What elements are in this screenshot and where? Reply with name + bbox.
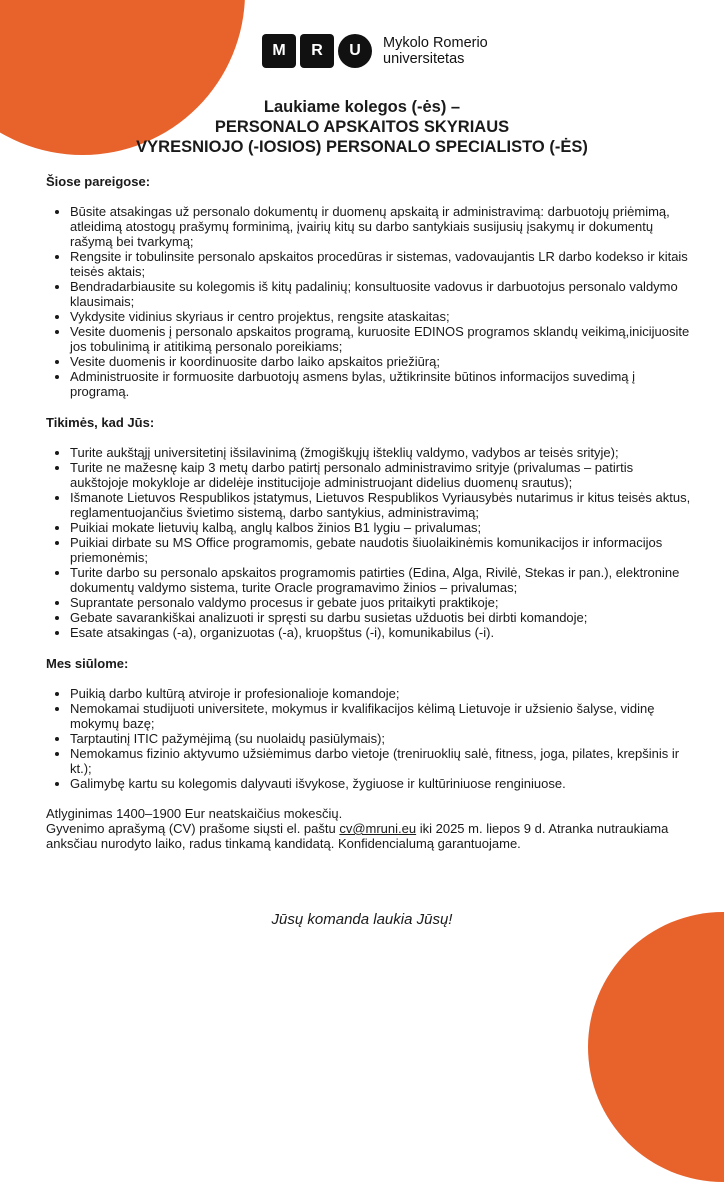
logo-letter-m: M	[262, 34, 296, 68]
list-item: • Puikiai mokate lietuvių kalbą, anglų kalbos žinios B1 lygiu – privalumas;	[70, 520, 691, 535]
title-line3: VYRESNIOJO (-IOSIOS) PERSONALO SPECIALISTO (-ĖS)	[136, 138, 588, 156]
slogan: Jūsų komanda laukia Jūsų!	[271, 911, 453, 928]
section-heading-duties: Šiose pareigose:	[46, 174, 151, 189]
logo-name-line1: Mykolo Romerio	[383, 35, 488, 51]
list-item: • Puikią darbo kultūrą atviroje ir profesionalioje komandoje;	[70, 686, 691, 701]
logo-letter-u: U	[338, 34, 372, 68]
list-item: • Nemokamai studijuoti universitete, mokymus ir kvalifikacijos kėlimą Lietuvoje ir užsienio šalyse, vidinę mokymų bazę;	[70, 701, 691, 731]
list-item: • Puikiai dirbate su MS Office programomis, gebate naudotis šiuolaikinėmis komunikacijos ir informacijos priemonėmis;	[70, 535, 691, 565]
list-item: • Vesite duomenis į personalo apskaitos programą, kuruosite EDINOS programos sklandų veikimą,inicijuosite jos tobulinimą ir atitikimą personalo poreikiams;	[70, 324, 691, 354]
duties-list	[46, 204, 691, 399]
salary-text: Atlyginimas 1400–1900 Eur neatskaičius mokesčių.	[46, 806, 343, 821]
title-line1: Laukiame kolegos (-ės) –	[263, 98, 461, 116]
title-line2: PERSONALO APSKAITOS SKYRIAUS	[214, 118, 510, 136]
list-item: • Tarptautinį ITIC pažymėjimą (su nuolaidų pasiūlymais);	[70, 731, 691, 746]
list-item: • Turite aukštąjį universitetinį išsilavinimą (žmogiškųjų išteklių valdymo, vadybos ar teisės srityje);	[70, 445, 691, 460]
list-item: • Vesite duomenis ir koordinuosite darbo laiko apskaitos priežiūrą;	[70, 354, 691, 369]
list-item: • Bendradarbiausite su kolegomis iš kitų padalinių; konsultuosite vadovus ir darbuotojus personalo valdymo klausimais;	[70, 279, 691, 309]
list-item: • Gebate savarankiškai analizuoti ir spręsti su darbu susietas užduotis bei dirbti komandoje;	[70, 610, 691, 625]
list-item: • Nemokamus fizinio aktyvumo užsiėmimus darbo vietoje (treniruoklių salė, fitness, joga, pilates, krepšinis ir kt.);	[70, 746, 691, 776]
logo-name-line2: universitetas	[383, 51, 465, 67]
logo-name	[383, 35, 488, 67]
footer-info	[46, 806, 691, 851]
logo-letter-r: R	[300, 34, 334, 68]
list-item: • Būsite atsakingas už personalo dokumentų ir duomenų apskaitą ir administravimą: darbuotojų priėmimą, atleidimą atostogų prašymų forminimą, įvairių kitų su darbo santykiais susijusių įsakymų ir dokumentų rašymą bei tvarkymą;	[70, 204, 691, 249]
list-item: • Administruosite ir formuosite darbuotojų asmens bylas, užtikrinsite būtinos informacijos suvedimą į programą.	[70, 369, 691, 399]
requirements-list	[46, 445, 691, 640]
cv-text-before: Gyvenimo aprašymą (CV) prašome siųsti el. paštu	[46, 821, 340, 836]
job-description	[46, 174, 691, 851]
university-logo	[262, 34, 488, 68]
cv-instructions	[46, 821, 691, 851]
offer-list	[46, 686, 691, 791]
decorative-circle-bottom-right	[588, 912, 724, 1182]
list-item: • Turite darbo su personalo apskaitos programomis patirties (Edina, Alga, Rivilė, Stekas ir pan.), elektronine dokumentų valdymo sistema, turite Oracle programavimo žinios – privalumas;	[70, 565, 691, 595]
list-item: • Vykdysite vidinius skyriaus ir centro projektus, rengsite ataskaitas;	[70, 309, 691, 324]
email-link[interactable]: cv@mruni.eu	[339, 821, 417, 836]
cv-text-after: iki 2025 m. liepos 9 d. Atranka nutraukiama anksčiau nurodyto laiko, radus tinkamą kandidatą. Konfidencialumą garantuojame.	[46, 821, 669, 851]
page-title	[0, 97, 724, 157]
list-item: • Išmanote Lietuvos Respublikos įstatymus, Lietuvos Respublikos Vyriausybės nutarimus ir kitus teisės aktus, reglamentuojančius švietimo sistemą, darbo santykius, administravimą;	[70, 490, 691, 520]
section-heading-offer: Mes siūlome:	[46, 656, 129, 671]
list-item: • Turite ne mažesnę kaip 3 metų darbo patirtį personalo administravimo srityje (privalumas – patirtis aukštojoje mokykloje ar didelėje institucijoje administruojant didelius duomenų srautus);	[70, 460, 691, 490]
section-heading-requirements: Tikimės, kad Jūs:	[46, 415, 155, 430]
list-item: • Rengsite ir tobulinsite personalo apskaitos procedūras ir sistemas, vadovaujantis LR darbo kodekso ir kitais teisės aktais;	[70, 249, 691, 279]
list-item: • Suprantate personalo valdymo procesus ir gebate juos pritaikyti praktikoje;	[70, 595, 691, 610]
list-item: • Galimybę kartu su kolegomis dalyvauti išvykose, žygiuose ir kultūriniuose renginiuose.	[70, 776, 691, 791]
list-item: • Esate atsakingas (-a), organizuotas (-a), kruopštus (-i), komunikabilus (-i).	[70, 625, 691, 640]
